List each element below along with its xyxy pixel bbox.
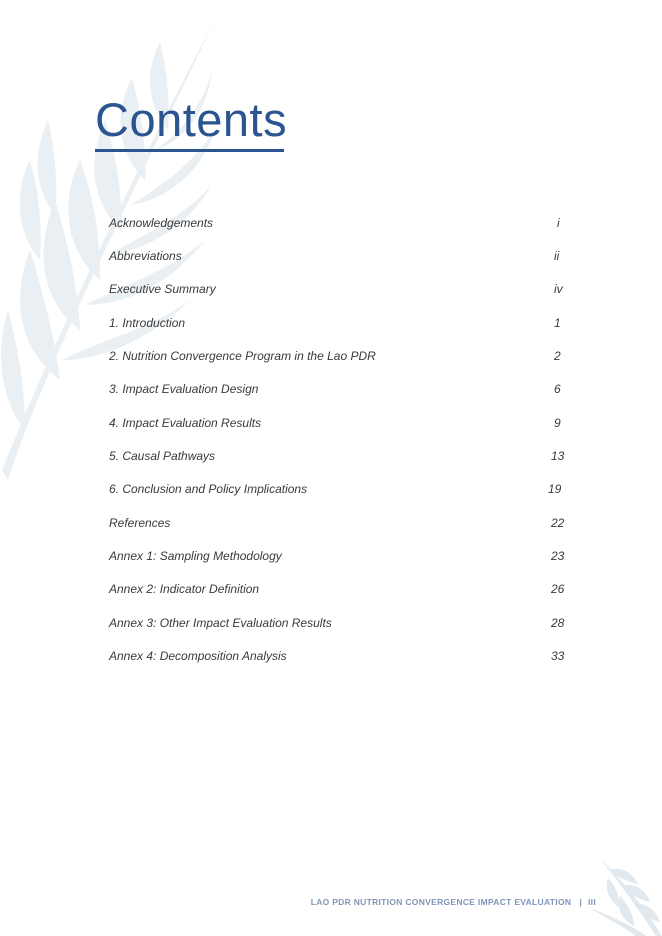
toc-entry[interactable] xyxy=(109,380,569,398)
toc-entry-label: Acknowledgements xyxy=(109,216,214,230)
toc-entry-label: 3. Impact Evaluation Design xyxy=(109,382,259,396)
toc-entry-page: i xyxy=(557,216,560,230)
footer-page-number: III xyxy=(588,897,596,907)
toc-entry[interactable] xyxy=(109,614,569,632)
toc-entry-page: 22 xyxy=(551,516,565,530)
toc-entry-label: Annex 4: Decomposition Analysis xyxy=(109,649,287,663)
toc-entry[interactable] xyxy=(109,314,569,332)
toc-entry-page: 2 xyxy=(554,349,561,363)
toc-entry-page: 9 xyxy=(554,416,561,430)
page-footer xyxy=(311,897,596,907)
footer-separator: | xyxy=(579,897,582,907)
toc-entry-label: 1. Introduction xyxy=(109,316,186,330)
toc-entry-page: ii xyxy=(554,249,560,263)
toc-entry-label: Annex 3: Other Impact Evaluation Results xyxy=(109,616,332,630)
toc-entry-page: 23 xyxy=(551,549,565,563)
corner-leaf-icon xyxy=(590,858,662,936)
toc-entry[interactable] xyxy=(109,580,569,598)
toc-entry-page: 1 xyxy=(554,316,561,330)
toc-entry[interactable] xyxy=(109,480,569,498)
toc-entry-page: 19 xyxy=(548,482,562,496)
toc-entry-page: 26 xyxy=(551,582,565,596)
toc-entry-page: 6 xyxy=(554,382,561,396)
toc-entry-label: Annex 1: Sampling Methodology xyxy=(109,549,282,563)
toc-entry-label: Executive Summary xyxy=(109,282,216,296)
toc-entry-page: 33 xyxy=(551,649,565,663)
toc-entry-label: Abbreviations xyxy=(109,249,182,263)
toc-entry[interactable] xyxy=(109,514,569,532)
toc-entry[interactable] xyxy=(109,414,569,432)
toc-entry[interactable] xyxy=(109,447,569,465)
toc-entry-label: 5. Causal Pathways xyxy=(109,449,216,463)
footer-report-title: LAO PDR NUTRITION CONVERGENCE IMPACT EVALUATION xyxy=(310,897,572,907)
toc-entry-label: References xyxy=(109,516,171,530)
toc-entry-label: 2. Nutrition Convergence Program in the Lao PDR xyxy=(109,349,376,363)
toc-entry[interactable] xyxy=(109,280,569,298)
toc-entry[interactable] xyxy=(109,347,569,365)
toc-entry-page: 13 xyxy=(551,449,565,463)
toc-entry-page: iv xyxy=(554,282,563,296)
page-title: Contents xyxy=(95,93,288,146)
toc-entry[interactable] xyxy=(109,547,569,565)
toc-entry-label: 4. Impact Evaluation Results xyxy=(109,416,262,430)
title-underline xyxy=(95,149,284,152)
toc-entry-page: 28 xyxy=(551,616,565,630)
toc-entry[interactable] xyxy=(109,647,569,665)
toc-entry[interactable] xyxy=(109,247,569,265)
toc-entry[interactable] xyxy=(109,214,569,232)
toc-entry-label: 6. Conclusion and Policy Implications xyxy=(109,482,308,496)
toc-entry-label: Annex 2: Indicator Definition xyxy=(109,582,260,596)
